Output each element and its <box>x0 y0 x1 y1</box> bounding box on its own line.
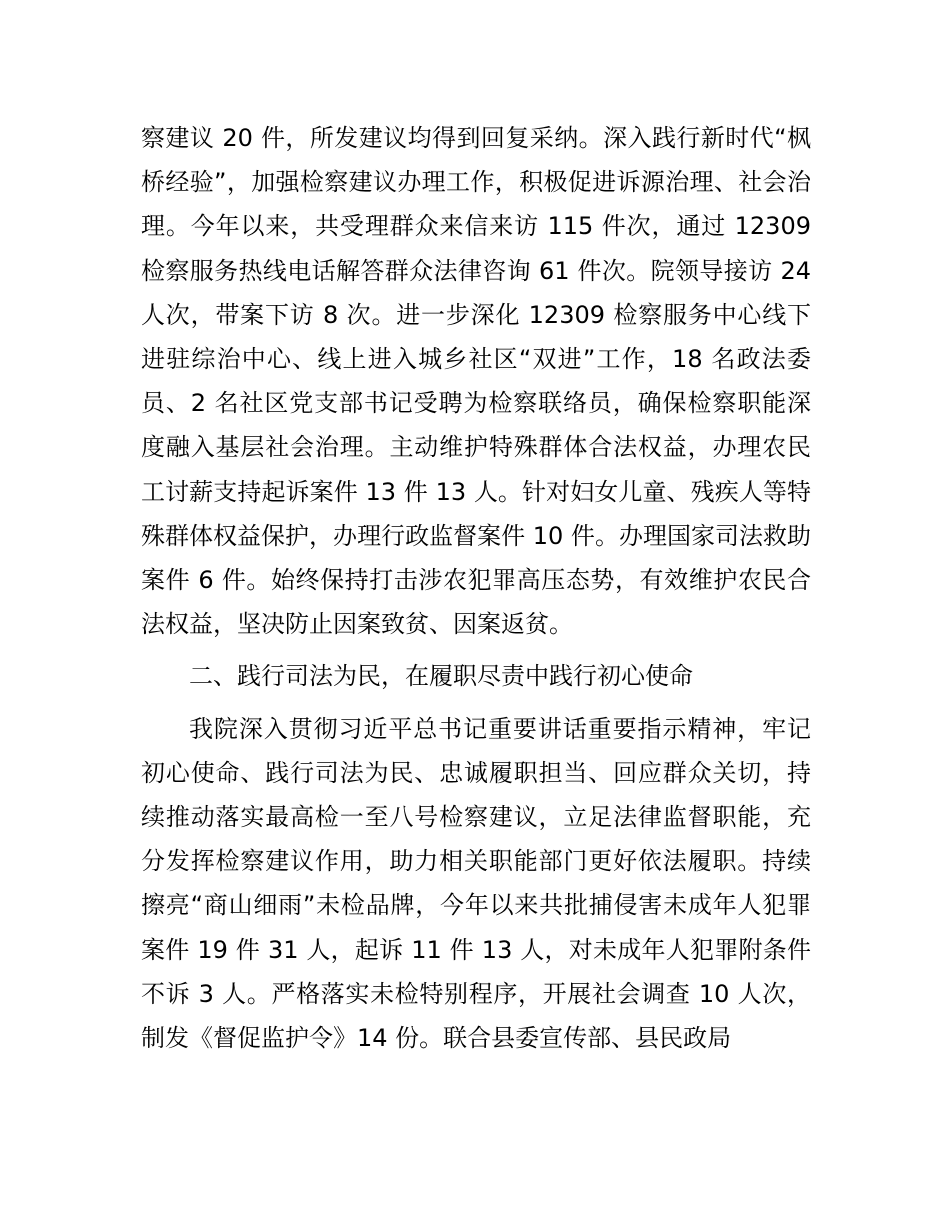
body-paragraph-1: 察建议 20 件，所发建议均得到回复采纳。深入践行新时代“枫桥经验”，加强检察建议办理工作，积极促进诉源治理、社会治理。今年以来，共受理群众来信来访 115 件次，通过 12309 检察服务热线电话解答群众法律咨询 61 件次。院领导接访 24 人次，带案下访 8 次。进一步深化 12309 检察服务中心线下进驻综治中心、线上进入城乡社区“双进”工作，18 名政法委员、2 名社区党支部书记受聘为检察联络员，确保检察职能深度融入基层社会治理。主动维护特殊群体合法权益，办理农民工讨薪支持起诉案件 13 件 13 人。针对妇女儿童、残疾人等特殊群体权益保护，办理行政监督案件 10 件。办理国家司法救助案件 6 件。始终保持打击涉农犯罪高压态势，有效维护农民合法权益，坚决防止因案致贫、因案返贫。 <box>141 124 811 639</box>
document-page <box>141 116 811 1060</box>
section-heading-2: 二、践行司法为民，在履职尽责中践行初心使命 <box>189 662 693 691</box>
body-paragraph-2: 我院深入贯彻习近平总书记重要讲话重要指示精神，牢记初心使命、践行司法为民、忠诚履职担当、回应群众关切，持续推动落实最高检一至八号检察建议，立足法律监督职能，充分发挥检察建议作用，助力相关职能部门更好依法履职。持续擦亮“商山细雨”未检品牌，今年以来共批捕侵害未成年人犯罪案件 19 件 31 人，起诉 11 件 13 人，对未成年人犯罪附条件不诉 3 人。严格落实未检特别程序，开展社会调查 10 人次，制发《督促监护令》14 份。联合县委宣传部、县民政局 <box>141 714 811 1053</box>
